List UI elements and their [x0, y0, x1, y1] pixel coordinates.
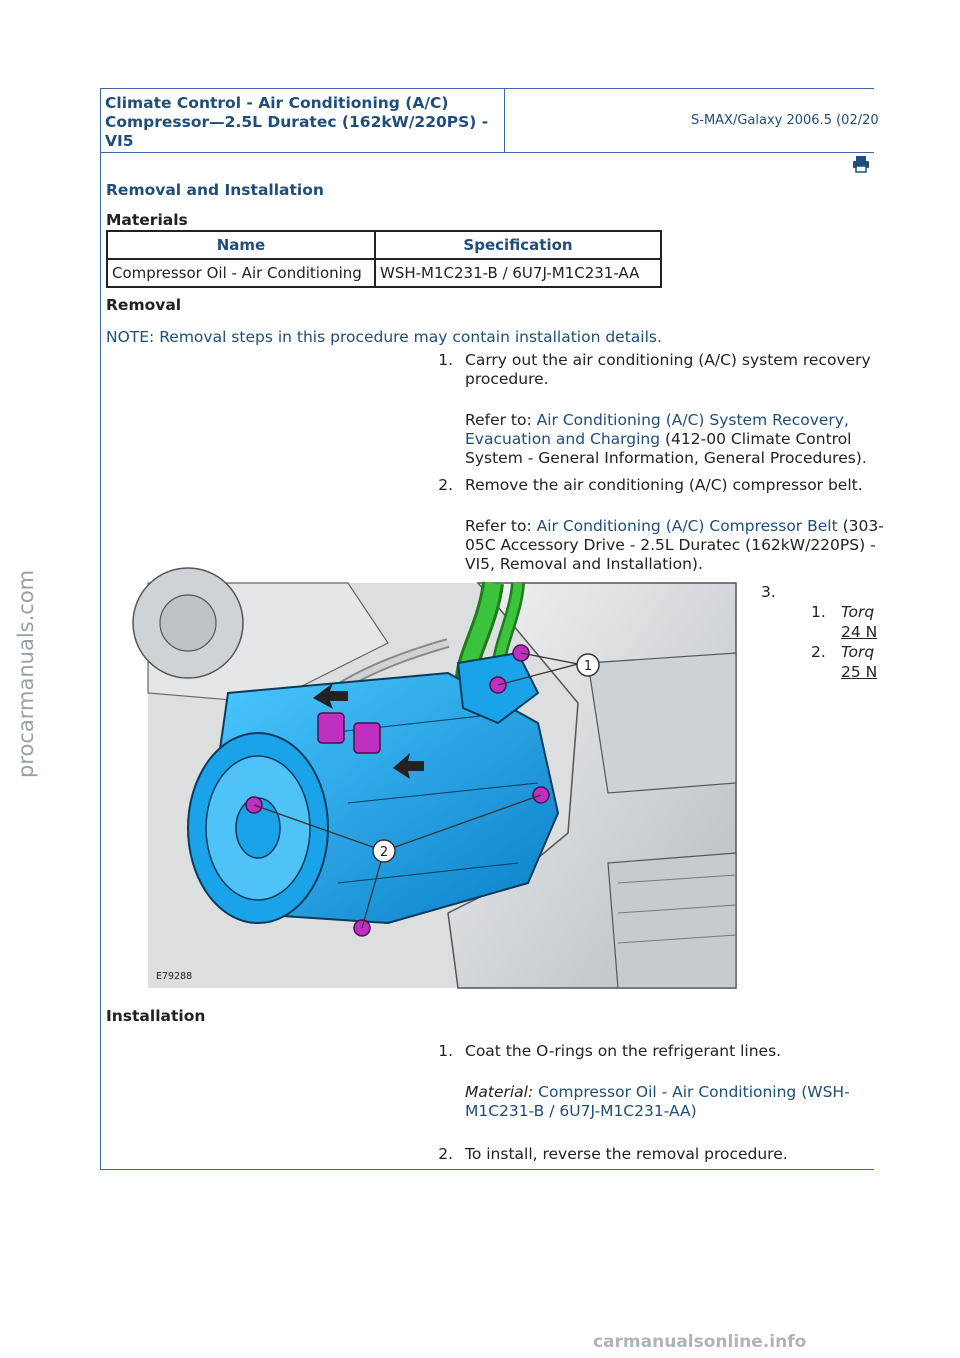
table-header-row [107, 231, 661, 259]
header-rule [101, 152, 874, 153]
refer-to [465, 411, 885, 468]
watermark-bottom: carmanualsonline.info [593, 1332, 807, 1352]
torque-item-2 [811, 643, 878, 681]
step-number: 3. [761, 583, 776, 601]
material-prefix: Material: [465, 1083, 539, 1101]
refer-suffix: (412-00 Climate Control System - General Information, General Procedures). [465, 430, 867, 467]
refer-to [465, 517, 885, 574]
sub-step-number: 2. [811, 643, 826, 661]
step-number: 2. [438, 1145, 453, 1163]
refer-link-system-recovery[interactable]: Air Conditioning (A/C) System Recovery, Evacuation and Charging [465, 411, 849, 448]
materials-table [106, 230, 662, 288]
removal-step-3 [761, 583, 878, 681]
watermark-left: procarmanuals.com [14, 569, 38, 778]
torque-value: 25 N [841, 663, 878, 681]
step-text: Remove the air conditioning (A/C) compressor belt. [465, 476, 863, 494]
document-frame [100, 88, 884, 1170]
compressor-figure [148, 583, 736, 988]
callout-2: 2 [379, 845, 389, 860]
step-text: To install, reverse the removal procedure. [465, 1145, 788, 1163]
page-title: Climate Control - Air Conditioning (A/C) Compressor—2.5L Duratec (162kW/220PS) - VI5 [105, 94, 489, 150]
refer-prefix: Refer to: [465, 517, 537, 535]
section-title: Removal and Installation [106, 181, 324, 199]
torque-value: 24 N [841, 623, 878, 641]
torque-item-1 [811, 603, 878, 641]
callout-1: 1 [583, 659, 593, 674]
sub-step-number: 1. [811, 603, 826, 621]
material-link-compressor-oil[interactable]: Compressor Oil - Air Conditioning (WSH-M1C231-B / 6U7J-M1C231-AA) [465, 1083, 850, 1120]
step-text: Coat the O-rings on the refrigerant lines. [465, 1042, 782, 1060]
refer-suffix: (303-05C Accessory Drive - 2.5L Duratec (162kW/220PS) - VI5, Removal and Installation). [465, 517, 884, 573]
printer-icon[interactable] [852, 156, 870, 172]
material-spec-cell: WSH-M1C231-B / 6U7J-M1C231-AA [375, 259, 661, 287]
header-divider [504, 89, 505, 152]
installation-heading: Installation [106, 1007, 206, 1025]
torque-label: Torq [841, 643, 875, 661]
figure-label: E79288 [156, 971, 193, 982]
step-number: 2. [438, 476, 453, 494]
column-header-name: Name [107, 231, 375, 259]
material-name-cell: Compressor Oil - Air Conditioning [107, 259, 375, 287]
model-label: S-MAX/Galaxy 2006.5 (02/20 [691, 113, 879, 128]
step-number: 1. [438, 1042, 453, 1060]
table-row [107, 259, 661, 287]
step-text: Carry out the air conditioning (A/C) system recovery procedure. [465, 351, 871, 388]
refer-prefix: Refer to: [465, 411, 537, 429]
removal-note: NOTE: Removal steps in this procedure may contain installation details. [106, 328, 662, 346]
material-ref [465, 1083, 865, 1121]
step-number: 1. [438, 351, 453, 369]
removal-heading: Removal [106, 296, 182, 314]
column-header-specification: Specification [375, 231, 661, 259]
materials-heading: Materials [106, 211, 188, 229]
torque-label: Torq [841, 603, 875, 621]
refer-link-compressor-belt[interactable]: Air Conditioning (A/C) Compressor Belt [536, 517, 838, 535]
compressor-illustration [148, 583, 736, 988]
